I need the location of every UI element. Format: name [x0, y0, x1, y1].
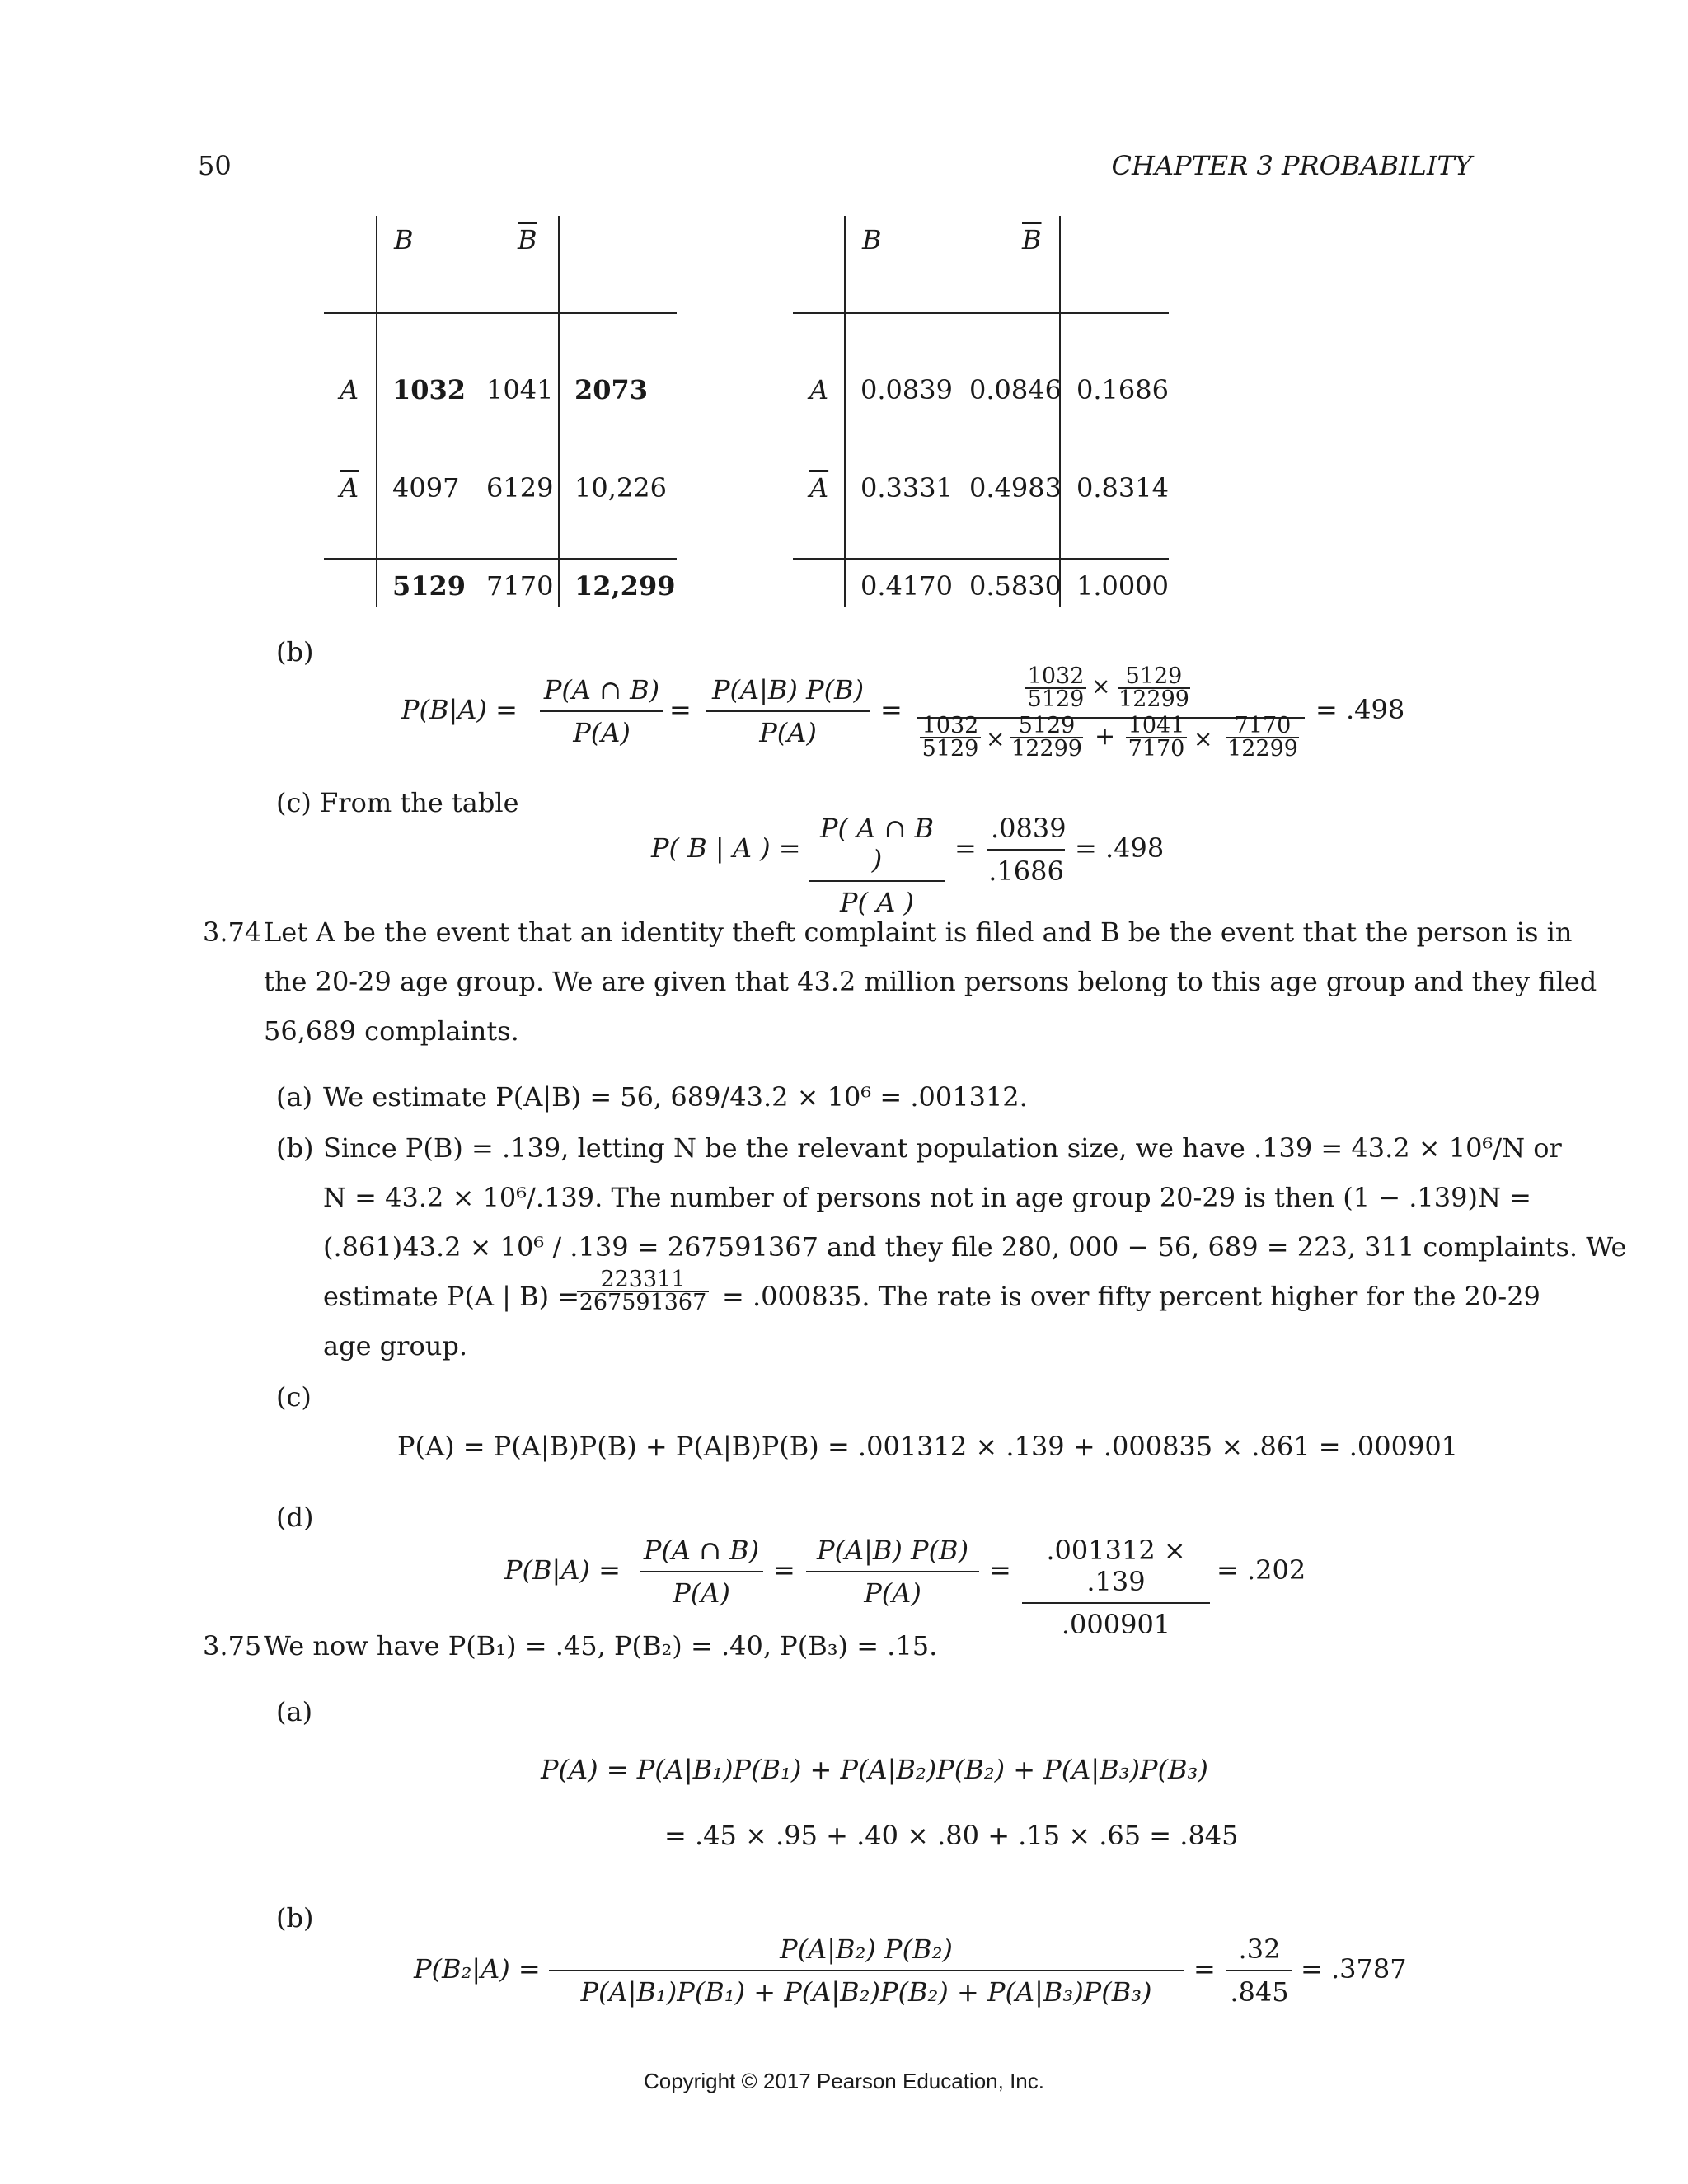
equation-lhs: P(B₂|A) = — [414, 1953, 541, 1985]
small-fraction — [1025, 663, 1086, 712]
small-fraction — [1126, 715, 1187, 760]
part-label: (a) — [276, 1696, 313, 1727]
fraction-denominator: .1686 — [988, 855, 1064, 887]
fraction-numerator: P(A|B₂) P(B₂) — [549, 1933, 1184, 1971]
small-fraction — [1226, 715, 1299, 760]
fraction — [540, 674, 663, 748]
prob-cell: 0.0839 — [860, 374, 953, 405]
equation-result: = .498 — [1075, 832, 1165, 864]
part-text: Since P(B) = .139, letting N be the relevant population size, we have .139 = 43.2 × 10⁶/N or — [323, 1132, 1562, 1164]
equals-sign: = — [669, 694, 692, 725]
count-cell: 7170 — [486, 570, 554, 602]
count-cell: 4097 — [392, 472, 460, 504]
equals-sign: = — [880, 694, 903, 725]
equation-result: = .3787 — [1301, 1953, 1407, 1985]
part-text: (.861)43.2 × 10⁶ / .139 = 267591367 and they file 280, 000 − 56, 689 = 223, 311 complaints. We — [323, 1231, 1627, 1263]
count-cell: 5129 — [392, 570, 467, 602]
prob-cell: 0.0846 — [969, 374, 1062, 405]
prob-row-label-a: A — [809, 374, 829, 405]
small-fraction-denominator: 12299 — [1227, 736, 1298, 762]
small-fraction — [1010, 715, 1083, 760]
count-row-label-a: A — [340, 374, 359, 405]
part-label: (a) — [276, 1081, 313, 1113]
count-cell: 1032 — [392, 374, 467, 405]
small-fraction-numerator: 7170 — [1226, 715, 1299, 738]
prob-cell: 1.0000 — [1076, 570, 1169, 602]
fraction — [987, 813, 1065, 887]
prob-cell: 0.4170 — [860, 570, 953, 602]
part-label: (b) — [276, 1132, 314, 1164]
count-cell: 6129 — [486, 472, 554, 504]
part-text: We estimate P(A|B) = 56, 689/43.2 × 10⁶ = .001312. — [323, 1081, 1028, 1113]
problem-text: Let A be the event that an identity theft complaint is filed and B be the event that the person is in — [264, 916, 1573, 948]
part-label: (b) — [276, 1902, 314, 1933]
prob-cell: 0.8314 — [1076, 472, 1169, 504]
part-text: age group. — [323, 1330, 467, 1361]
fraction — [1022, 1535, 1210, 1640]
problem-text: 56,689 complaints. — [264, 1015, 519, 1047]
part-label: (c) — [276, 1381, 312, 1413]
problem-number: 3.74 — [203, 916, 262, 948]
fraction-denominator: .845 — [1230, 1976, 1289, 2008]
small-fraction-denominator: 12299 — [1118, 687, 1189, 712]
count-cell: 1041 — [486, 374, 554, 405]
fraction-numerator: P(A ∩ B) — [640, 1535, 763, 1572]
equals-sign: = — [954, 832, 977, 864]
equation: = .45 × .95 + .40 × .80 + .15 × .65 = .845 — [664, 1820, 1239, 1851]
equation-result: = .498 — [1315, 694, 1405, 725]
part-text: = .000835. The rate is over fifty percent higher for the 20-29 — [722, 1281, 1540, 1312]
small-fraction-denominator: 12299 — [1011, 736, 1082, 762]
problem-text: We now have P(B₁) = .45, P(B₂) = .40, P(B₃) = .15. — [264, 1630, 938, 1661]
small-fraction-denominator: 5129 — [921, 736, 979, 762]
fraction — [806, 1535, 979, 1609]
small-fraction-numerator: 1041 — [1126, 715, 1187, 738]
prob-row-label-abar: $\overline{A}$ — [809, 472, 829, 504]
fraction-denominator: P(A) — [759, 717, 817, 748]
equals-sign: = — [773, 1554, 795, 1586]
prob-col-header-b: B — [862, 224, 882, 255]
fraction-denominator: P(A|B₁)P(B₁) + P(A|B₂)P(B₂) + P(A|B₃)P(B₃) — [580, 1976, 1152, 2008]
equation-lhs: P(B|A) = — [401, 694, 518, 725]
small-fraction-denominator: 7170 — [1128, 736, 1185, 762]
small-fraction-numerator: 1032 — [920, 715, 981, 738]
fraction-denominator: P(A) — [673, 1577, 730, 1609]
equals-sign: = — [1193, 1953, 1216, 1985]
prob-cell: 0.5830 — [969, 570, 1062, 602]
part-text: N = 43.2 × 10⁶/.139. The number of persons not in age group 20-29 is then (1 − .139)N = — [323, 1182, 1531, 1213]
equation-result: = .202 — [1217, 1554, 1306, 1586]
times-sign: × — [986, 725, 1006, 752]
equals-sign: = — [989, 1554, 1011, 1586]
fraction-numerator: P(A ∩ B) — [540, 674, 663, 712]
fraction-denominator: P(A) — [864, 1577, 921, 1609]
small-fraction-numerator: 223311 — [577, 1269, 709, 1292]
fraction-denominator: P(A) — [573, 717, 631, 748]
count-row-label-abar: $\overline{A}$ — [340, 472, 359, 504]
plus-sign: + — [1095, 722, 1116, 751]
problem-text: the 20-29 age group. We are given that 43.2 million persons belong to this age group and they filed — [264, 966, 1597, 997]
fraction-numerator: .001312 × .139 — [1022, 1535, 1210, 1604]
fraction — [809, 813, 945, 918]
part-label: (d) — [276, 1502, 314, 1533]
small-fraction — [920, 715, 981, 760]
equation-lhs: P( B | A ) = — [651, 832, 801, 864]
small-fraction-denominator: 5129 — [1027, 687, 1085, 712]
copyright-footer: Copyright © 2017 Pearson Education, Inc. — [643, 2069, 1044, 2093]
equation: P(A) = P(A|B)P(B) + P(A|B)P(B) = .001312 × .139 + .000835 × .861 = .000901 — [397, 1431, 1459, 1462]
prob-cell: 0.3331 — [860, 472, 953, 504]
part-label: (c) From the table — [276, 787, 519, 818]
fraction-denominator: P( A ) — [840, 887, 914, 918]
equation-lhs: P(B|A) = — [504, 1554, 621, 1586]
fraction-numerator: .32 — [1226, 1933, 1292, 1971]
small-fraction — [577, 1269, 709, 1314]
count-cell: 2073 — [574, 374, 649, 405]
chapter-title: CHAPTER 3 PROBABILITY — [1111, 150, 1472, 181]
fraction — [1226, 1933, 1292, 2008]
small-fraction-numerator: 5129 — [1010, 715, 1083, 738]
fraction-numerator: P(A|B) P(B) — [706, 674, 870, 712]
equation: P(A) = P(A|B₁)P(B₁) + P(A|B₂)P(B₂) + P(A|B₃)P(B₃) — [541, 1754, 1208, 1785]
problem-number: 3.75 — [203, 1630, 262, 1661]
prob-col-header-bbar: $\overline{B}$ — [1022, 224, 1042, 255]
count-col-header-b: B — [394, 224, 414, 255]
fraction — [706, 674, 870, 748]
count-col-header-bbar: $\overline{B}$ — [518, 224, 537, 255]
count-cell: 12,299 — [574, 570, 676, 602]
times-sign: × — [1193, 725, 1213, 752]
times-sign: × — [1091, 673, 1111, 700]
small-fraction-numerator: 1032 — [1025, 666, 1086, 689]
fraction — [640, 1535, 763, 1609]
prob-cell: 0.4983 — [969, 472, 1062, 504]
small-fraction — [1118, 663, 1190, 712]
page-number: 50 — [198, 150, 232, 181]
prob-cell: 0.1686 — [1076, 374, 1169, 405]
small-fraction-denominator: 267591367 — [579, 1290, 707, 1315]
small-fraction-numerator: 5129 — [1118, 666, 1190, 689]
fraction-numerator: .0839 — [987, 813, 1065, 851]
count-cell: 10,226 — [574, 472, 667, 504]
part-text: estimate P(A | B) = — [323, 1281, 580, 1312]
fraction-numerator: P( A ∩ B ) — [809, 813, 945, 882]
fraction — [549, 1933, 1184, 2008]
fraction-numerator: P(A|B) P(B) — [806, 1535, 979, 1572]
part-label: (b) — [276, 636, 314, 668]
fraction-denominator: .000901 — [1061, 1609, 1171, 1640]
